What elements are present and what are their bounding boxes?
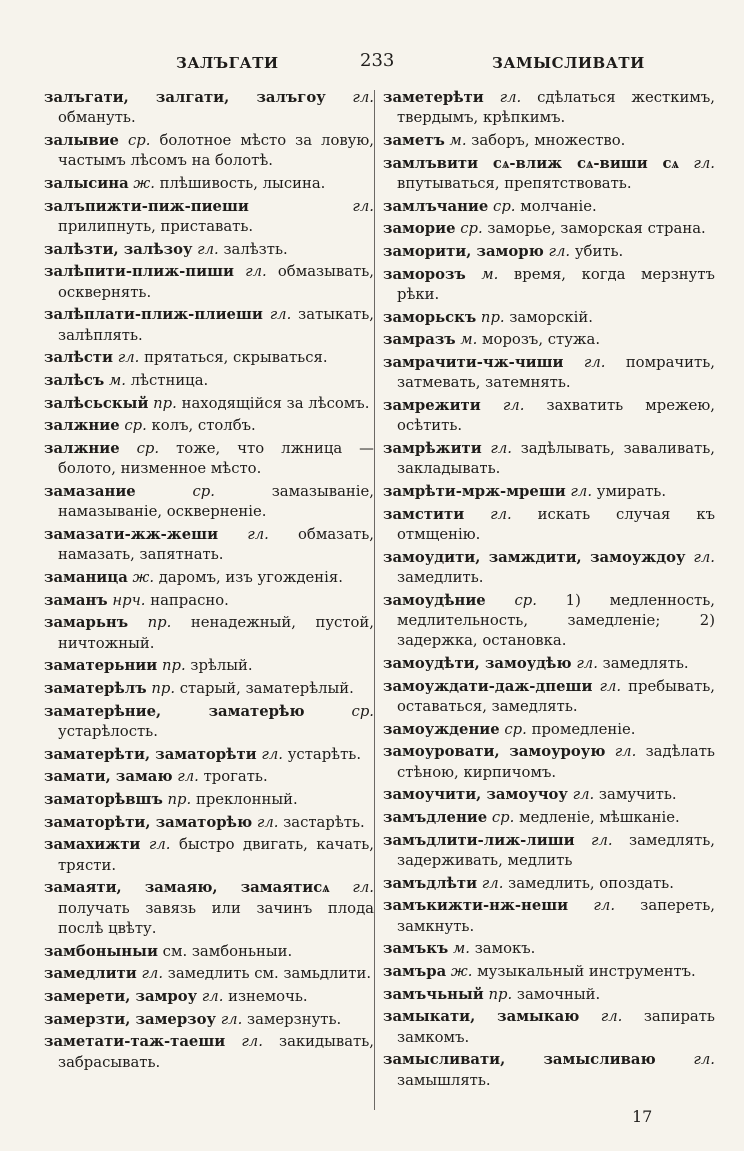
entry-headword: залысина: [44, 174, 129, 192]
entry-part-of-speech: пр.: [488, 985, 513, 1003]
dictionary-entry: [383, 219, 715, 239]
dictionary-entry: [383, 985, 715, 1005]
entry-headword: замоудѣние: [383, 591, 486, 609]
dictionary-entry: [44, 964, 374, 984]
dictionary-entry: [383, 505, 715, 546]
entry-definition: замочный.: [516, 985, 601, 1003]
entry-part-of-speech: гл.: [576, 654, 598, 672]
dictionary-entry: [44, 790, 374, 810]
entry-part-of-speech: м.: [108, 371, 126, 389]
entry-part-of-speech: пр.: [167, 791, 192, 809]
entry-headword: залѣзти, залѣзоу: [44, 240, 193, 258]
entry-headword: заматорѣти, заматорѣю: [44, 813, 253, 831]
dictionary-entry: [383, 308, 715, 328]
entry-definition: замедлять, задерживать, медлить: [397, 831, 715, 869]
entry-part-of-speech: гл.: [599, 677, 622, 695]
entry-headword: замъкъ: [383, 940, 449, 958]
entry-definition: затыкать, залѣплять.: [58, 306, 374, 344]
dictionary-entry: [383, 482, 715, 502]
entry-definition: обмазать, намазать, запятнать.: [58, 526, 374, 564]
dictionary-entry: [44, 174, 374, 194]
dictionary-entry: [383, 353, 715, 394]
dictionary-entry: [383, 265, 715, 306]
entry-headword: замахижти: [44, 836, 141, 854]
column-divider: [374, 90, 375, 1110]
entry-headword: замъкижти-нж-неши: [383, 897, 569, 915]
entry-part-of-speech: пр.: [161, 657, 186, 675]
entry-part-of-speech: гл.: [241, 1033, 263, 1051]
entry-definition: зрѣлый.: [190, 657, 253, 675]
page-number: 233: [360, 50, 395, 71]
entry-part-of-speech: гл.: [572, 786, 595, 804]
entry-part-of-speech: ср.: [124, 417, 147, 435]
entry-part-of-speech: гл.: [693, 154, 715, 172]
entry-definition: тоже, что лжница — болото, низменное мѣсто.: [58, 440, 374, 478]
entry-definition: убить.: [574, 243, 624, 261]
entry-definition: музыкальный инструментъ.: [477, 963, 696, 981]
entry-definition: замедлять.: [602, 654, 689, 672]
entry-headword: замрѣти-мрж-мреши: [383, 483, 566, 501]
header-last-word: ЗАМЫСЛИВАТИ: [492, 54, 645, 72]
dictionary-entry: [44, 835, 374, 876]
entry-definition: запирать замкомъ.: [397, 1008, 715, 1046]
entry-definition: замокъ.: [474, 940, 536, 958]
entry-headword: заметати-таж-таеши: [44, 1033, 226, 1051]
entry-headword: заманица: [44, 569, 128, 586]
entry-headword: заматерьнии: [44, 657, 158, 675]
entry-headword: залѣсьскый: [44, 394, 149, 412]
entry-part-of-speech: гл.: [141, 965, 164, 983]
entry-definition: задѣлать стѣною, кирпичомъ.: [397, 743, 715, 781]
dictionary-entry: [383, 548, 715, 589]
dictionary-entry: [44, 656, 374, 676]
entry-part-of-speech: нрч.: [112, 591, 146, 609]
dictionary-entry: [383, 831, 715, 872]
entry-definition: промедленіе.: [531, 720, 636, 738]
entry-headword: заморие: [383, 220, 456, 238]
entry-part-of-speech: гл.: [614, 743, 637, 761]
dictionary-entry: [383, 785, 715, 805]
dictionary-entry: [44, 987, 374, 1007]
entry-definition: находящійся за лѣсомъ.: [181, 394, 370, 412]
entry-definition: болотное мѣсто за ловую, частымъ лѣсомъ на болотѣ.: [58, 131, 374, 170]
entry-definition: обмануть.: [58, 109, 136, 127]
entry-part-of-speech: ср.: [493, 197, 516, 215]
entry-headword: заморьскъ: [383, 308, 477, 326]
entry-headword: залъпижти-пиж-пиеши: [44, 197, 249, 215]
entry-definition: заморье, заморская страна.: [487, 220, 706, 238]
entry-part-of-speech: ср.: [351, 702, 374, 720]
entry-definition: замедлить, опоздать.: [508, 874, 674, 892]
entry-definition: замышлять.: [397, 1071, 491, 1089]
entry-headword: заманъ: [44, 591, 108, 609]
dictionary-entry: [383, 962, 715, 982]
entry-definition: замазываніе, намазываніе, оскверненіе.: [58, 483, 374, 521]
entry-definition: помрачить, затмевать, затемнять.: [397, 354, 715, 392]
entry-part-of-speech: гл.: [490, 440, 512, 458]
entry-part-of-speech: гл.: [591, 831, 613, 849]
entry-headword: замати, замаю: [44, 768, 173, 786]
entry-headword: замоуровати, замоуроую: [383, 743, 606, 761]
dictionary-entry: [44, 1010, 374, 1030]
entry-part-of-speech: пр.: [153, 394, 177, 412]
entry-headword: замазати-жж-жеши: [44, 526, 219, 544]
entry-headword: заматерѣлъ: [44, 680, 147, 698]
entry-definition: медленіе, мѣшканіе.: [519, 809, 680, 826]
entry-definition: время, когда мерзнутъ рѣки.: [397, 265, 715, 304]
dictionary-entry: [44, 262, 374, 303]
entry-headword: замразъ: [383, 331, 456, 349]
entry-headword: замазание: [44, 483, 136, 501]
dictionary-entry: [44, 482, 374, 523]
entry-part-of-speech: гл.: [269, 306, 292, 324]
entry-part-of-speech: ср.: [127, 131, 151, 149]
entry-definition: устарѣлость.: [58, 723, 158, 741]
dictionary-entry: [44, 613, 374, 654]
entry-part-of-speech: гл.: [570, 483, 593, 501]
entry-headword: замбоныныи: [44, 942, 158, 960]
entry-definition: захватить мрежею, осѣтить.: [397, 397, 715, 435]
entry-headword: заметерѣти: [383, 89, 484, 106]
entry-part-of-speech: гл.: [502, 397, 525, 415]
dictionary-entry: [44, 394, 374, 414]
entry-part-of-speech: гл.: [600, 1008, 623, 1026]
dictionary-entry: [44, 679, 374, 699]
entry-definition: закидывать, забрасывать.: [58, 1033, 374, 1071]
dictionary-entry: [44, 131, 374, 172]
dictionary-entry: [44, 197, 374, 238]
entry-headword: замыкати, замыкаю: [383, 1008, 580, 1026]
dictionary-entry: [383, 88, 715, 129]
entry-definition: пребывать, оставаться, замедлять.: [397, 677, 715, 715]
entry-headword: замлъвити сѧ-влиж сѧ-виши сѧ: [383, 154, 679, 172]
dictionary-entry: [44, 767, 374, 787]
entry-definition: 1) медленность, медлительность, замедленіе; 2) задержка, остановка.: [397, 591, 715, 650]
entry-part-of-speech: ср.: [460, 220, 483, 238]
dictionary-entry: [44, 88, 374, 129]
entry-part-of-speech: ср.: [514, 591, 537, 609]
entry-headword: замстити: [383, 505, 465, 523]
running-header: [0, 50, 744, 78]
entry-part-of-speech: пр.: [147, 614, 172, 632]
entry-definition: заборъ, множество.: [471, 131, 626, 149]
dictionary-entry: [44, 439, 374, 480]
entry-part-of-speech: м.: [453, 940, 470, 958]
dictionary-entry: [383, 396, 715, 437]
entry-headword: заматерѣние, заматерѣю: [44, 702, 305, 720]
entry-headword: заморозъ: [383, 265, 466, 283]
entry-headword: заматорѣвшъ: [44, 791, 163, 809]
dictionary-entry: [44, 568, 374, 588]
entry-part-of-speech: гл.: [481, 874, 504, 892]
entry-headword: замлъчание: [383, 197, 489, 215]
entry-definition: плѣшивость, лысина.: [159, 174, 326, 192]
entry-definition: сдѣлаться жесткимъ, твердымъ, крѣпкимъ.: [397, 89, 715, 127]
entry-definition: запереть, замкнуть.: [397, 897, 715, 935]
entry-headword: замоучити, замоучоу: [383, 786, 568, 804]
entry-definition: обмазывать, осквернять.: [58, 263, 374, 301]
entry-part-of-speech: гл.: [583, 354, 606, 372]
entry-definition: прилипнуть, приставать.: [58, 217, 254, 235]
entry-definition: замедлить.: [397, 569, 484, 586]
right-column: [383, 88, 715, 1093]
entry-part-of-speech: гл.: [177, 768, 199, 786]
dictionary-entry: [383, 591, 715, 652]
entry-headword: залѣсъ: [44, 371, 105, 389]
entry-headword: залжние: [44, 417, 120, 435]
entry-definition: задѣлывать, заваливать, закладывать.: [397, 440, 715, 478]
entry-headword: залъгати, залгати, залъгоу: [44, 89, 326, 106]
dictionary-entry: [383, 874, 715, 894]
dictionary-entry: [44, 348, 374, 368]
dictionary-entry: [383, 939, 715, 959]
entry-headword: залѣсти: [44, 349, 114, 367]
entry-headword: замъдлѣти: [383, 874, 478, 892]
entry-headword: заморити, заморю: [383, 243, 544, 261]
dictionary-entry: [44, 1032, 374, 1073]
entry-part-of-speech: гл.: [352, 89, 374, 106]
header-first-word: ЗАЛЪГАТИ: [176, 54, 279, 72]
entry-definition: ненадежный, пустой, ничтожный.: [58, 614, 374, 652]
entry-headword: замерети, замроу: [44, 988, 198, 1006]
entry-part-of-speech: гл.: [352, 879, 374, 897]
entry-part-of-speech: гл.: [593, 897, 616, 915]
entry-definition: устарѣть.: [287, 745, 362, 763]
signature-mark: 17: [632, 1107, 653, 1126]
entry-headword: замоудити, замждити, замоуждоу: [383, 548, 686, 566]
entry-part-of-speech: пр.: [480, 308, 505, 326]
entry-definition: замедлить см. замьдлити.: [167, 965, 372, 983]
dictionary-entry: [383, 242, 715, 262]
dictionary-entry: [383, 154, 715, 195]
entry-part-of-speech: гл.: [148, 836, 171, 854]
entry-part-of-speech: гл.: [117, 349, 140, 367]
entry-definition: замерзнуть.: [247, 1010, 342, 1028]
entry-part-of-speech: гл.: [352, 197, 374, 215]
dictionary-entry: [44, 942, 374, 962]
entry-part-of-speech: гл.: [247, 526, 269, 544]
entry-headword: замедлити: [44, 965, 137, 983]
dictionary-entry: [383, 197, 715, 217]
entry-definition: молчаніе.: [520, 197, 597, 215]
dictionary-entry: [383, 1050, 715, 1091]
dictionary-entry: [383, 1007, 715, 1048]
entry-headword: залѣплати-плиж-плиеши: [44, 306, 263, 324]
entry-part-of-speech: ср.: [136, 440, 160, 458]
dictionary-entry: [44, 525, 374, 566]
entry-part-of-speech: ср.: [491, 809, 515, 826]
entry-part-of-speech: гл.: [548, 243, 571, 261]
entry-part-of-speech: м.: [460, 331, 478, 349]
entry-part-of-speech: ж.: [133, 174, 155, 192]
entry-headword: замысливати, замысливаю: [383, 1051, 656, 1069]
dictionary-entry: [44, 813, 374, 833]
dictionary-entry: [44, 240, 374, 260]
entry-part-of-speech: гл.: [197, 240, 219, 258]
entry-headword: замрежити: [383, 397, 481, 415]
dictionary-entry: [383, 330, 715, 350]
entry-headword: замоудѣти, замоудѣю: [383, 654, 572, 672]
entry-headword: замоуждати-даж-дпеши: [383, 677, 593, 695]
entry-part-of-speech: гл.: [693, 1051, 715, 1069]
entry-headword: залывие: [44, 131, 119, 149]
entry-part-of-speech: ж.: [132, 569, 155, 586]
entry-definition: быстро двигать, качать, трясти.: [58, 836, 374, 874]
dictionary-entry: [44, 745, 374, 765]
entry-definition: получать завязь или зачинъ плода послѣ цвѣту.: [58, 899, 374, 938]
entry-definition: прятаться, скрываться.: [144, 349, 328, 367]
entry-definition: впутываться, препятствовать.: [397, 174, 632, 192]
entry-part-of-speech: гл.: [220, 1010, 243, 1028]
entry-definition: морозъ, стужа.: [482, 331, 601, 349]
dictionary-entry: [44, 371, 374, 391]
dictionary-entry: [383, 131, 715, 151]
dictionary-entry: [44, 416, 374, 436]
entry-headword: замъра: [383, 963, 447, 981]
dictionary-entry: [383, 896, 715, 937]
entry-definition: см. замбоньныи.: [162, 942, 293, 960]
entry-part-of-speech: гл.: [261, 745, 283, 763]
entry-part-of-speech: м.: [481, 265, 499, 283]
entry-part-of-speech: гл.: [499, 89, 522, 106]
dictionary-entry: [383, 742, 715, 783]
dictionary-entry: [44, 591, 374, 611]
dictionary-entry: [383, 720, 715, 740]
entry-headword: замрачити-чж-чиши: [383, 354, 564, 372]
entry-part-of-speech: ж.: [450, 963, 473, 981]
dictionary-entry: [383, 654, 715, 674]
entry-definition: лѣстница.: [130, 371, 209, 389]
dictionary-entry: [44, 702, 374, 743]
entry-definition: заморскій.: [509, 308, 593, 326]
entry-part-of-speech: гл.: [490, 505, 512, 523]
entry-part-of-speech: ср.: [504, 720, 527, 738]
dictionary-entry: [44, 305, 374, 346]
entry-headword: замрѣжити: [383, 440, 482, 458]
entry-part-of-speech: гл.: [256, 813, 279, 831]
entry-part-of-speech: гл.: [693, 548, 715, 566]
entry-definition: трогать.: [203, 768, 268, 786]
dictionary-entry: [383, 808, 715, 828]
entry-headword: замъдление: [383, 809, 488, 826]
entry-definition: преклонный.: [195, 791, 298, 809]
entry-definition: залѣзть.: [223, 240, 288, 258]
dictionary-entry: [383, 439, 715, 480]
entry-headword: замерзти, замерзоу: [44, 1010, 216, 1028]
entry-definition: застарѣть.: [283, 813, 365, 831]
entry-part-of-speech: м.: [449, 131, 467, 149]
entry-definition: замучить.: [598, 786, 677, 804]
entry-part-of-speech: пр.: [151, 680, 176, 698]
entry-headword: замоуждение: [383, 720, 500, 738]
entry-definition: даромъ, изъ угожденія.: [158, 569, 343, 586]
entry-definition: искать случая къ отмщенію.: [397, 505, 715, 544]
entry-headword: заматерѣти, заматорѣти: [44, 745, 257, 763]
left-column: [44, 88, 374, 1075]
entry-headword: замаяти, замаяю, замаятисѧ: [44, 879, 330, 897]
dictionary-entry: [44, 878, 374, 939]
entry-definition: изнемочь.: [228, 988, 308, 1006]
entry-headword: замъчьный: [383, 985, 484, 1003]
entry-definition: напрасно.: [150, 591, 229, 609]
entry-part-of-speech: ср.: [192, 483, 215, 501]
entry-headword: залѣпити-плиж-пиши: [44, 263, 234, 281]
entry-headword: замарьнъ: [44, 614, 129, 632]
dictionary-entry: [383, 677, 715, 718]
entry-part-of-speech: гл.: [245, 263, 267, 281]
entry-headword: заметъ: [383, 131, 445, 149]
entry-definition: старый, заматерѣлый.: [179, 680, 354, 698]
entry-part-of-speech: гл.: [201, 988, 224, 1006]
entry-headword: замъдлити-лиж-лиши: [383, 831, 575, 849]
entry-definition: умирать.: [596, 483, 667, 501]
entry-headword: залжние: [44, 440, 120, 458]
entry-definition: колъ, столбъ.: [151, 417, 256, 435]
